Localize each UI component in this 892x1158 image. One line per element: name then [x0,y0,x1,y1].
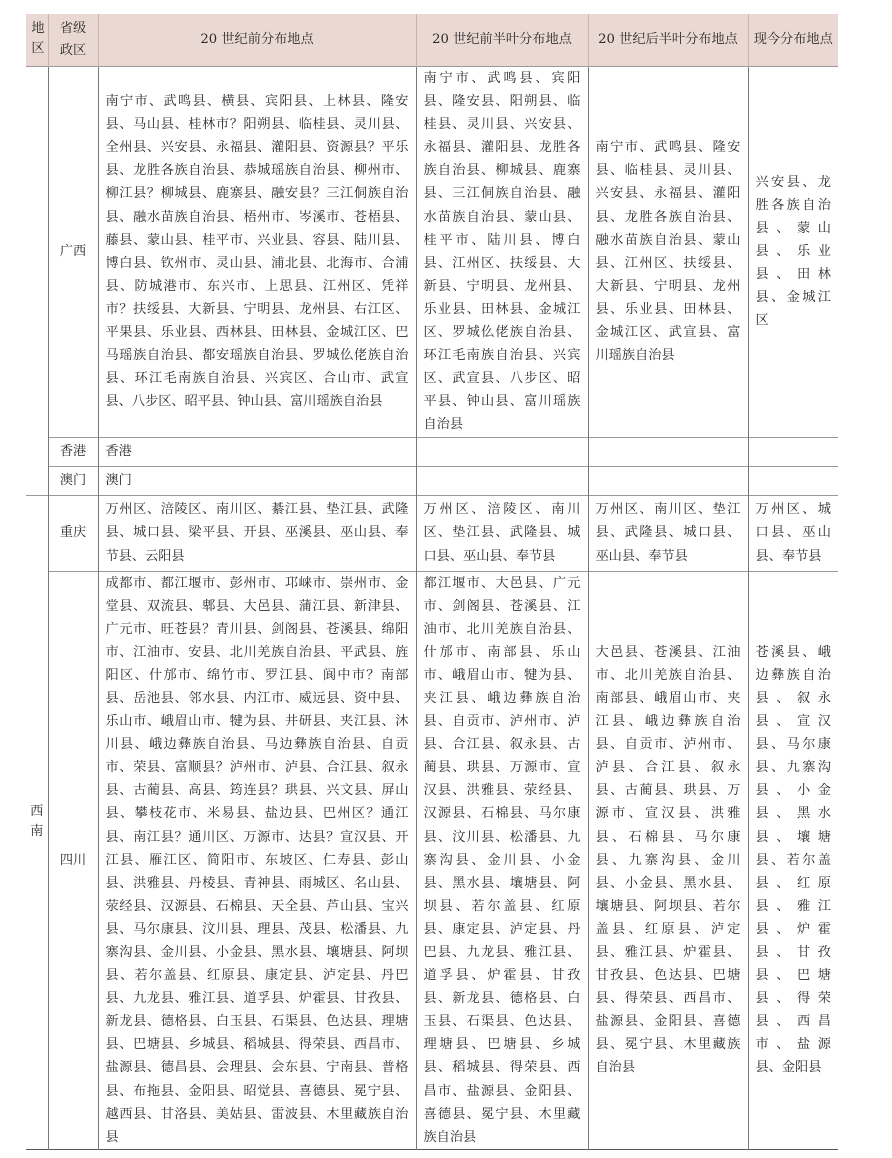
header-first-half-20th: 20 世纪前半叶分布地点 [416,14,588,67]
table-row-sichuan [26,571,838,1149]
guangxi-before20: 南宁市、武鸣县、横县、宾阳县、上林县、隆安县、马山县、桂林市？阳朔县、临桂县、灵川县、全州县、兴安县、永福县、灌阳县、资源县？平乐县、龙胜各族自治县、恭城瑶族自治县、柳州市、柳江县？柳城县、鹿寨县、融安县？三江侗族自治县、融水苗族自治县、梧州市、岑溪市、苍梧县、藤县、蒙山县、桂平市、兴业县、容县、陆川县、博白县、钦州市、灵山县、浦北县、北海市、合浦县、防城港市、东兴市、上思县、江州区、凭祥市？扶绥县、大新县、宁明县、龙州县、右江区、平果县、乐业县、西林县、田林县、金城江区、巴马瑶族自治县、都安瑶族自治县、罗城仫佬族自治县、环江毛南族自治县、兴宾区、合山市、武宣县、八步区、昭平县、钟山县、富川瑶族自治县 [98,67,416,438]
macau-before20: 澳门 [98,466,416,495]
distribution-table [26,14,838,1150]
chongqing-first-half: 万州区、涪陵区、南川区、垫江县、武隆县、城口县、巫山县、奉节县 [416,495,588,571]
hongkong-before20: 香港 [98,437,416,466]
sichuan-first-half: 都江堰市、大邑县、广元市、剑阁县、苍溪县、江油市、北川羌族自治县、什邡市、南部县、乐山市、峨眉山市、犍为县、夹江县、峨边彝族自治县、自贡市、泸州市、泸县、合江县、叙永县、古蔺县、珙县、万源市、宣汉县、洪雅县、荥经县、汉源县、石棉县、马尔康县、汶川县、松潘县、九寨沟县、金川县、小金县、黑水县、壤塘县、阿坝县、若尔盖县、红原县、康定县、泸定县、丹巴县、九龙县、雅江县、道孚县、炉霍县、甘孜县、新龙县、德格县、白玉县、石渠县、色达县、理塘县、巴塘县、乡城县、稻城县、得荣县、西昌市、盐源县、金阳县、喜德县、冕宁县、木里藏族自治县 [416,571,588,1149]
region-cell-southwest: 西南 [26,495,48,1149]
chongqing-current: 万州区、城口县、巫山县、奉节县 [748,495,838,571]
table-row-hongkong [26,437,838,466]
region-cell-south [26,67,48,496]
sichuan-second-half: 大邑县、苍溪县、江油市、北川羌族自治县、南部县、峨眉山市、夹江县、峨边彝族自治县、自贡市、泸州市、泸县、合江县、叙永县、古蔺县、珙县、万源市、宣汉县、洪雅县、石棉县、马尔康县、九寨沟县、金川县、小金县、黑水县、壤塘县、阿坝县、若尔盖县、红原县、泸定县、雅江县、炉霍县、甘孜县、色达县、巴塘县、得荣县、西昌市、盐源县、金阳县、喜德县、冕宁县、木里藏族自治县 [588,571,748,1149]
chongqing-before20: 万州区、涪陵区、南川区、綦江县、垫江县、武隆县、城口县、梁平县、开县、巫溪县、巫山县、奉节县、云阳县 [98,495,416,571]
table-row-chongqing [26,495,838,571]
province-macau: 澳门 [48,466,98,495]
macau-second-half [588,466,748,495]
sichuan-before20: 成都市、都江堰市、彭州市、邛崃市、崇州市、金堂县、双流县、郫县、大邑县、蒲江县、新津县、广元市、旺苍县？青川县、剑阁县、苍溪县、绵阳市、江油市、安县、北川羌族自治县、平武县、旌阳区、什邡市、绵竹市、罗江县、阆中市？南部县、岳池县、邻水县、内江市、威远县、资中县、乐山市、峨眉山市、犍为县、井研县、夹江县、沐川县、峨边彝族自治县、马边彝族自治县、自贡市、荣县、富顺县？泸州市、泸县、合江县、叙永县、古蔺县、高县、筠连县？珙县、兴文县、屏山县、攀枝花市、米易县、盐边县、巴州区？通江县、南江县？通川区、万源市、达县？宣汉县、开江县、雁江区、简阳市、东坡区、仁寿县、彭山县、洪雅县、丹棱县、青神县、雨城区、名山县、荥经县、汉源县、石棉县、天全县、芦山县、宝兴县、马尔康县、汶川县、理县、茂县、松潘县、九寨沟县、金川县、小金县、黑水县、壤塘县、阿坝县、若尔盖县、红原县、康定县、泸定县、丹巴县、九龙县、雅江县、道孚县、炉霍县、甘孜县、新龙县、德格县、白玉县、石渠县、色达县、理塘县、巴塘县、乡城县、稻城县、得荣县、西昌市、盐源县、德昌县、会理县、会东县、宁南县、普格县、布拖县、金阳县、昭觉县、喜德县、冕宁县、越西县、甘洛县、美姑县、雷波县、木里藏族自治县 [98,571,416,1149]
table-row-macau [26,466,838,495]
table-row-guangxi [26,67,838,438]
header-current: 现今分布地点 [748,14,838,67]
province-chongqing: 重庆 [48,495,98,571]
province-guangxi: 广西 [48,67,98,438]
guangxi-current: 兴安县、龙胜各族自治县、蒙山县、乐业县、田林县、金城江区 [748,67,838,438]
hongkong-current [748,437,838,466]
macau-current [748,466,838,495]
chongqing-second-half: 万州区、南川区、垫江县、武隆县、城口县、巫山县、奉节县 [588,495,748,571]
header-province: 省级政区 [48,14,98,67]
header-second-half-20th: 20 世纪后半叶分布地点 [588,14,748,67]
header-row [26,14,838,67]
guangxi-second-half: 南宁市、武鸣县、隆安县、临桂县、灵川县、兴安县、永福县、灌阳县、龙胜各族自治县、融水苗族自治县、蒙山县、江州区、扶绥县、大新县、宁明县、龙州县、乐业县、田林县、金城江区、武宣县、富川瑶族自治县 [588,67,748,438]
hongkong-first-half [416,437,588,466]
header-before-20th: 20 世纪前分布地点 [98,14,416,67]
guangxi-first-half: 南宁市、武鸣县、宾阳县、隆安县、阳朔县、临桂县、灵川县、兴安县、永福县、灌阳县、龙胜各族自治县、柳城县、鹿寨县、三江侗族自治县、融水苗族自治县、蒙山县、桂平市、陆川县、博白县、江州区、扶绥县、大新县、宁明县、龙州县、乐业县、田林县、金城江区、罗城仫佬族自治县、环江毛南族自治县、兴宾区、武宣县、八步区、昭平县、钟山县、富川瑶族自治县 [416,67,588,438]
sichuan-current: 苍溪县、峨边彝族自治县、叙永县、宣汉县、马尔康县、九寨沟县、小金县、黑水县、壤塘县、若尔盖县、红原县、雅江县、炉霍县、甘孜县、巴塘县、得荣县、西昌市、盐源县、金阳县 [748,571,838,1149]
hongkong-second-half [588,437,748,466]
header-region: 地区 [26,14,48,67]
province-hongkong: 香港 [48,437,98,466]
province-sichuan: 四川 [48,571,98,1149]
macau-first-half [416,466,588,495]
